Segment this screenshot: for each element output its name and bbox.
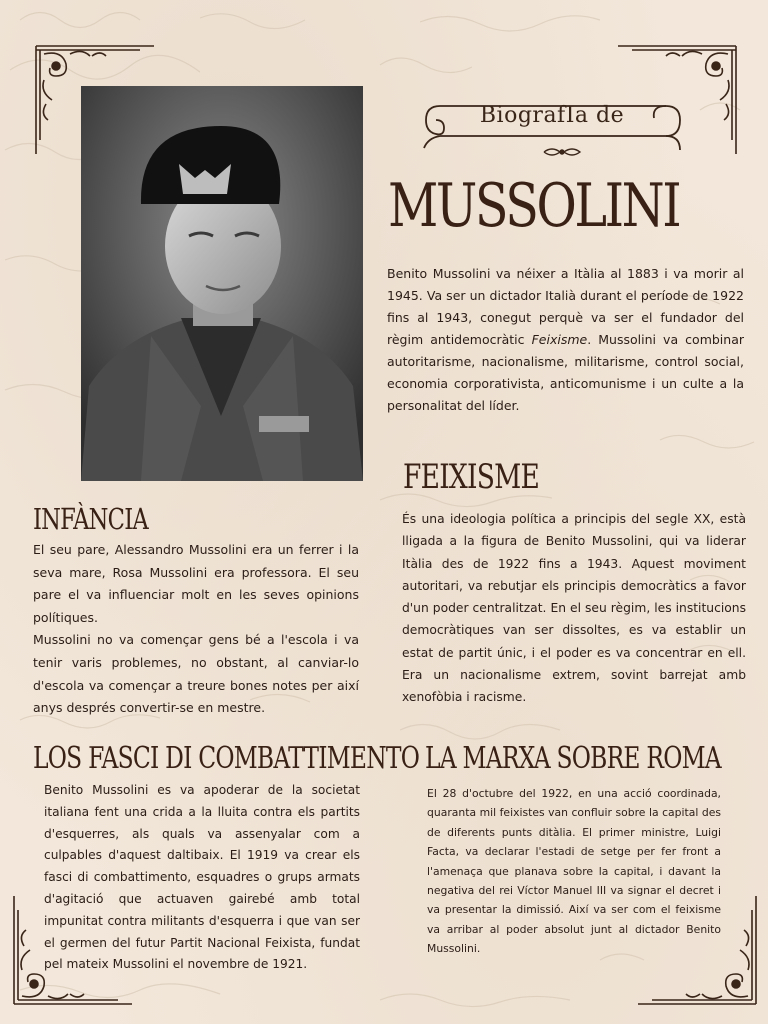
flourish-icon [542,146,582,158]
infancia-paragraph-2: Mussolini no va començar gens bé a l'escola i va tenir varis problemes, no obstant, al canviar-lo d'escola va començar a treure bones notes per així anys després convertir-se en mestre. [33,632,359,716]
intro-text-start: Benito Mussolini va néixer a Itàlia al 1883 i va morir al 1945. Va ser un dictador Italià durant el període de 1922 fins al 1943, conegut perquè va ser el fundador del règim antidemocràtic [387,266,744,347]
portrait-photo [81,86,363,481]
infancia-heading: INFÀNCIA [33,502,148,536]
banner-text: BiografIa de [479,103,625,128]
marxa-heading: LA MARXA SOBRE ROMA [425,741,721,776]
intro-paragraph [387,263,744,417]
feixisme-heading: FEIXISME [403,457,540,497]
fasci-heading: LOS FASCI DI COMBATTIMENTO [33,741,420,776]
infancia-paragraphs [33,539,359,720]
fasci-paragraph: Benito Mussolini es va apoderar de la societat italiana fent una crida a la lluita contra els partits d'esquerres, als quals va assenyalar com a culpables d'aquest daltibaix. El 1919 va crear els fasci di combattimento, esquadres o grups armats d'agitació que actuaven gairebé amb total impunitat contra militants d'esquerra i que van ser el germen del futur Partit Nacional Feixista, fundat pel mateix Mussolini el novembre de 1921. [44,783,360,972]
intro-italic-term: Feixisme [531,332,588,347]
marxa-paragraph: El 28 d'octubre del 1922, en una acció coordinada, quaranta mil feixistes van confluir sobre la capital des de diferents punts ditàlia. El primer ministre, Luigi Facta, va declarar l'estadi de setge per fer front a l'amenaça que planava sobre la capital, i davant la negativa del rei Víctor Manuel III va signar el decret i va presentar la dimissió. Així va ser com el feixisme va arribar al poder absolut junt al dictador Benito Mussolini. [427,787,721,956]
page-title: MUSSOLINI [388,171,680,241]
intro-text-end: . Mussolini va combinar autoritarisme, nacionalisme, militarisme, control social, economia corporativista, anticomunisme i un culte a la personalitat del líder. [387,332,744,413]
infancia-paragraph-1: El seu pare, Alessandro Mussolini era un ferrer i la seva mare, Rosa Mussolini era professora. El seu pare el va influenciar molt en les seves opinions polítiques. [33,542,359,625]
feixisme-paragraph: És una ideologia política a principis del segle XX, està lligada a la figura de Benito Mussolini, qui va liderar Itàlia des de 1922 fins a 1943. Aquest moviment autoritari, va rebutjar els principis democràtics a favor d'un poder centralitzat. En el seu règim, les institucions democràtiques van ser dissoltes, es va establir un estat de partit únic, i el poder es va concentrar en ell. Era un nacionalisme extrem, sovint barrejat amb xenofòbia i racisme. [402,512,746,705]
